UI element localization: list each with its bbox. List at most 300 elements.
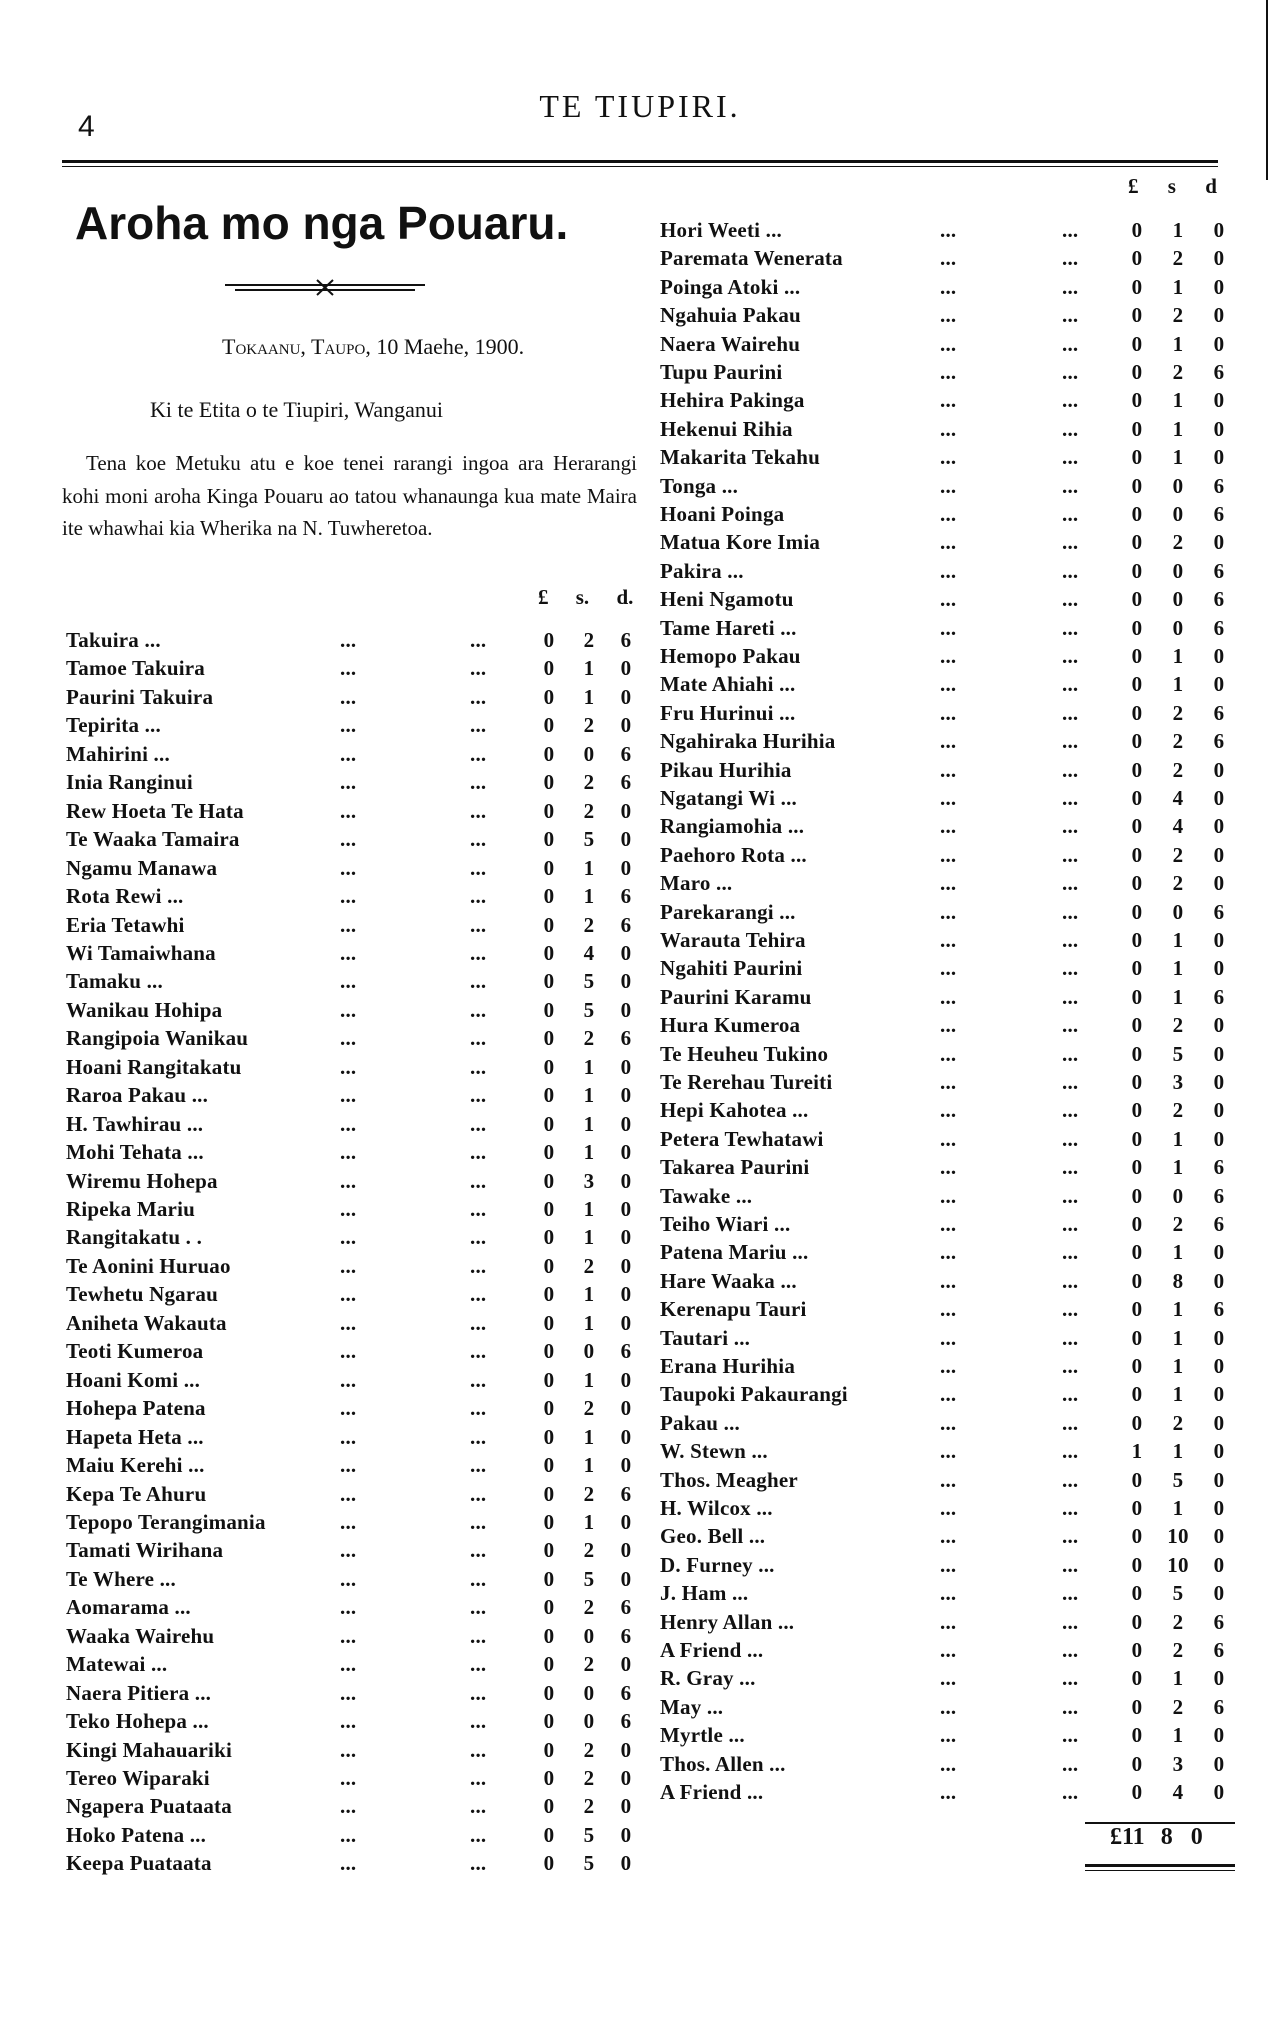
leader-dots: ...	[940, 473, 957, 498]
amount-pence: 0	[1213, 388, 1225, 413]
leader-dots: ...	[340, 1339, 357, 1364]
list-item	[0, 1155, 1280, 1183]
leader-dots: ...	[470, 1026, 487, 1051]
leader-dots: ...	[340, 1083, 357, 1108]
amount-pounds: 0	[543, 1481, 555, 1506]
list-item	[0, 616, 1280, 644]
leader-dots: ...	[940, 1041, 957, 1066]
dateline-place: Tokaanu, Taupo,	[222, 334, 371, 359]
list-item	[0, 1297, 1280, 1325]
leader-dots: ...	[940, 729, 957, 754]
leader-dots: ...	[940, 1496, 957, 1520]
list-item	[0, 388, 1280, 416]
amount-pounds: 0	[543, 770, 555, 795]
contributor-name: Warauta Tehira	[660, 928, 806, 952]
contributor-name: Hapeta Heta ...	[66, 1424, 204, 1449]
amount-pence: 0	[1213, 303, 1225, 328]
amount-pounds: 0	[1131, 1212, 1143, 1236]
amount-pence: 0	[620, 1367, 632, 1392]
amount-shillings: 0	[1172, 899, 1184, 924]
contributor-name: Teoti Kumeroa	[66, 1339, 204, 1364]
amount-pounds: 0	[543, 1453, 555, 1478]
leader-dots: ...	[940, 246, 957, 271]
amount-pence: 6	[620, 1595, 632, 1620]
amount-pence: 0	[620, 1310, 632, 1335]
contributor-name: Ngatangi Wi ...	[660, 786, 797, 810]
list-item	[0, 1723, 1280, 1751]
amount-pence: 0	[1213, 928, 1225, 952]
amount-pounds: 0	[1131, 558, 1143, 583]
contributor-name: H. Wilcox ...	[660, 1496, 773, 1520]
total-pence: 0	[1190, 1824, 1203, 1850]
pounds-header: £	[538, 585, 549, 609]
amount-pence: 0	[1213, 445, 1225, 470]
amount-pence: 0	[1213, 842, 1225, 867]
contributor-name: Te Aonini Huruao	[66, 1253, 231, 1278]
amount-shillings: 1	[583, 1111, 595, 1136]
list-item	[0, 729, 1280, 757]
amount-pounds: 0	[543, 1168, 555, 1193]
amount-pence: 6	[620, 770, 632, 795]
amount-pence: 0	[1213, 1581, 1225, 1606]
leader-dots: ...	[1062, 1524, 1079, 1549]
amount-pence: 0	[620, 1851, 632, 1876]
amount-pence: 6	[1213, 899, 1225, 924]
amount-pounds: 0	[543, 1310, 555, 1335]
contributor-name: Ngahuia Pakau	[660, 303, 801, 328]
list-item	[0, 701, 1280, 729]
list-item	[0, 672, 1280, 700]
amount-pounds: 0	[1131, 644, 1143, 668]
amount-shillings: 0	[1172, 615, 1184, 640]
amount-pence: 0	[1213, 1751, 1225, 1776]
amount-shillings: 1	[1172, 218, 1184, 242]
leader-dots: ...	[340, 1822, 357, 1847]
shillings-header: s	[1167, 174, 1176, 198]
leader-dots: ...	[940, 1439, 957, 1464]
amount-pence: 0	[1213, 530, 1225, 555]
leader-dots: ...	[940, 1410, 957, 1435]
amount-pounds: 0	[1131, 757, 1143, 782]
amount-pounds: 0	[543, 684, 555, 709]
contributor-name: Myrtle ...	[660, 1723, 745, 1748]
contributor-name: Rew Hoeta Te Hata	[66, 798, 244, 823]
amount-pence: 6	[1213, 473, 1225, 498]
leader-dots: ...	[470, 1111, 487, 1136]
leader-dots: ...	[940, 1183, 957, 1208]
leader-dots: ...	[1062, 1609, 1079, 1634]
amount-pence: 0	[1213, 1268, 1225, 1293]
contributor-name: Aomarama ...	[66, 1595, 191, 1620]
leader-dots: ...	[470, 1652, 487, 1677]
list-item	[0, 1127, 1280, 1155]
amount-pounds: 0	[543, 1282, 555, 1307]
amount-shillings: 0	[583, 1680, 595, 1705]
list-item	[0, 1269, 1280, 1297]
contributor-name: A Friend ...	[660, 1780, 764, 1804]
leader-dots: ...	[1062, 473, 1079, 498]
amount-shillings: 1	[1172, 1297, 1184, 1322]
contributor-name: Patena Mariu ...	[660, 1240, 809, 1265]
list-item	[0, 758, 1280, 786]
amount-shillings: 2	[583, 770, 595, 795]
amount-pence: 6	[1213, 502, 1225, 526]
amount-pence: 0	[1213, 1552, 1225, 1577]
leader-dots: ...	[940, 1240, 957, 1265]
page-number: 4	[78, 110, 95, 143]
contributor-name: Heni Ngamotu	[660, 587, 794, 612]
amount-pence: 0	[1213, 1098, 1225, 1123]
amount-pounds: 0	[1131, 672, 1143, 697]
amount-shillings: 3	[1172, 1751, 1184, 1776]
list-item	[0, 559, 1280, 587]
list-item	[0, 843, 1280, 871]
leader-dots: ...	[470, 741, 487, 766]
leader-dots: ...	[940, 416, 957, 441]
amount-pence: 0	[620, 969, 632, 994]
contributor-name: Te Rerehau Tureiti	[660, 1070, 833, 1094]
page-edge-line	[1266, 0, 1268, 180]
leader-dots: ...	[940, 360, 957, 384]
amount-shillings: 1	[583, 1424, 595, 1449]
leader-dots: ...	[1062, 1382, 1079, 1407]
amount-pounds: 0	[1131, 1581, 1143, 1606]
amount-shillings: 2	[1172, 1638, 1184, 1662]
leader-dots: ...	[940, 1524, 957, 1549]
list-item	[0, 1326, 1280, 1354]
amount-pounds: 0	[1131, 700, 1143, 725]
amount-pence: 0	[620, 1168, 632, 1193]
amount-shillings: 5	[1172, 1581, 1184, 1606]
leader-dots: ...	[340, 1709, 357, 1734]
amount-pence: 0	[620, 1453, 632, 1478]
amount-pounds: 0	[1131, 1183, 1143, 1208]
leader-dots: ...	[470, 1851, 487, 1876]
pence-header: d	[1205, 174, 1217, 198]
amount-shillings: 0	[583, 741, 595, 766]
amount-shillings: 1	[1172, 984, 1184, 1009]
leader-dots: ...	[940, 672, 957, 697]
leader-dots: ...	[470, 1822, 487, 1847]
amount-pence: 6	[1213, 1183, 1225, 1208]
header-rule	[62, 160, 1218, 163]
amount-shillings: 1	[1172, 1240, 1184, 1265]
leader-dots: ...	[340, 1367, 357, 1392]
amount-pounds: 0	[1131, 1126, 1143, 1151]
amount-shillings: 1	[583, 684, 595, 709]
list-item	[0, 1524, 1280, 1552]
amount-pounds: 0	[1131, 1268, 1143, 1293]
amount-pounds: 0	[543, 1737, 555, 1762]
list-item	[0, 1042, 1280, 1070]
leader-dots: ...	[340, 997, 357, 1022]
leader-dots: ...	[1062, 1467, 1079, 1492]
leader-dots: ...	[1062, 1240, 1079, 1265]
contributor-name: Matua Kore Imia	[660, 530, 821, 555]
contributor-name: Hare Waaka ...	[660, 1268, 797, 1293]
contributor-name: Takarea Paurini	[660, 1155, 810, 1180]
leader-dots: ...	[940, 1638, 957, 1662]
contributor-name: Keepa Puataata	[66, 1851, 212, 1876]
leader-dots: ...	[1062, 530, 1079, 555]
amount-pence: 6	[620, 1026, 632, 1051]
leader-dots: ...	[340, 1509, 357, 1534]
contributor-name: Makarita Tekahu	[660, 445, 820, 470]
contributor-name: Kingi Mahauariki	[66, 1737, 232, 1762]
leader-dots: ...	[940, 388, 957, 413]
amount-shillings: 1	[583, 1509, 595, 1534]
amount-pounds: 0	[1131, 1240, 1143, 1265]
amount-pounds: 0	[543, 1509, 555, 1534]
leader-dots: ...	[1062, 757, 1079, 782]
contributor-name: Fru Hurinui ...	[660, 700, 796, 725]
amount-pence: 0	[620, 1566, 632, 1591]
amount-pounds: 0	[543, 1111, 555, 1136]
list-item	[0, 1553, 1280, 1581]
contributor-name: Tamoe Takuira	[66, 656, 205, 681]
contributor-name: Paurini Takuira	[66, 684, 214, 709]
leader-dots: ...	[470, 855, 487, 880]
intro-paragraph: Tena koe Metuku atu e koe tenei rarangi ingoa ara Herarangi kohi moni aroha Kinga Pouaru ao tatou whanaunga kua mate Maira ite whawhai kia Wherika na N. Tuwheretoa.	[62, 451, 637, 540]
leader-dots: ...	[470, 1339, 487, 1364]
leader-dots: ...	[470, 1509, 487, 1534]
leader-dots: ...	[1062, 558, 1079, 583]
amount-pounds: 0	[1131, 729, 1143, 754]
amount-shillings: 3	[1172, 1070, 1184, 1094]
amount-shillings: 1	[1172, 331, 1184, 356]
amount-shillings: 8	[1172, 1268, 1184, 1293]
list-item	[0, 417, 1280, 445]
amount-pounds: 0	[543, 1822, 555, 1847]
contributor-name: Tawake ...	[660, 1183, 753, 1208]
leader-dots: ...	[470, 997, 487, 1022]
amount-pence: 0	[620, 1111, 632, 1136]
amount-pounds: 0	[1131, 388, 1143, 413]
contributor-name: Hoani Poinga	[660, 502, 785, 526]
leader-dots: ...	[340, 1566, 357, 1591]
amount-pence: 0	[1213, 1354, 1225, 1378]
amount-pounds: 0	[1131, 473, 1143, 498]
amount-pence: 0	[1213, 1325, 1225, 1350]
leader-dots: ...	[1062, 1070, 1079, 1094]
leader-dots: ...	[940, 1581, 957, 1606]
leader-dots: ...	[940, 1212, 957, 1236]
list-item	[0, 1468, 1280, 1496]
amount-pence: 0	[620, 656, 632, 681]
leader-dots: ...	[1062, 842, 1079, 867]
contributor-name: Tupu Paurini	[660, 360, 783, 384]
leader-dots: ...	[470, 770, 487, 795]
list-item	[0, 814, 1280, 842]
contributor-name: Kepa Te Ahuru	[66, 1481, 207, 1506]
contributor-name: Eria Tetawhi	[66, 912, 185, 937]
leader-dots: ...	[1062, 956, 1079, 981]
pence-header: d.	[616, 585, 634, 609]
contributor-name: Teiho Wiari ...	[660, 1212, 791, 1236]
contributor-name: Wanikau Hohipa	[66, 997, 223, 1022]
amount-pence: 6	[1213, 1297, 1225, 1322]
amount-pounds: 0	[543, 1680, 555, 1705]
amount-pounds: 0	[543, 1083, 555, 1108]
amount-shillings: 2	[583, 912, 595, 937]
leader-dots: ...	[940, 615, 957, 640]
contributor-name: Paurini Karamu	[660, 984, 812, 1009]
leader-dots: ...	[340, 656, 357, 681]
contributor-name: Hura Kumeroa	[660, 1013, 801, 1038]
contributor-name: Maro ...	[660, 871, 733, 896]
list-item	[0, 1013, 1280, 1041]
leader-dots: ...	[1062, 1098, 1079, 1123]
leader-dots: ...	[340, 1766, 357, 1790]
amount-shillings: 5	[583, 1566, 595, 1591]
contributor-name: Mate Ahiahi ...	[660, 672, 796, 697]
contributor-name: Paehoro Rota ...	[660, 842, 807, 867]
leader-dots: ...	[1062, 360, 1079, 384]
leader-dots: ...	[1062, 1666, 1079, 1691]
leader-dots: ...	[340, 713, 357, 738]
amount-pence: 0	[620, 855, 632, 880]
amount-shillings: 2	[1172, 871, 1184, 896]
leader-dots: ...	[340, 1424, 357, 1449]
leader-dots: ...	[470, 1225, 487, 1250]
leader-dots: ...	[470, 628, 487, 652]
contributor-name: Ngahiti Paurini	[660, 956, 803, 981]
dateline-date: 10 Maehe, 1900.	[376, 334, 525, 359]
contributor-name: Hoko Patena ...	[66, 1822, 207, 1847]
contributor-name: Pikau Hurihia	[660, 757, 792, 782]
leader-dots: ...	[470, 1197, 487, 1221]
amount-shillings: 0	[583, 1623, 595, 1648]
leader-dots: ...	[1062, 786, 1079, 810]
amount-pence: 0	[620, 1652, 632, 1677]
amount-shillings: 2	[1172, 360, 1184, 384]
amount-pence: 0	[1213, 1666, 1225, 1691]
list-item	[0, 1823, 1280, 1851]
amount-shillings: 2	[583, 1396, 595, 1421]
contributor-name: Petera Tewhatawi	[660, 1126, 824, 1151]
list-item	[0, 644, 1280, 672]
amount-pounds: 0	[543, 1766, 555, 1790]
amount-pounds: 0	[1131, 615, 1143, 640]
contributor-name: Paremata Wenerata	[660, 246, 843, 271]
leader-dots: ...	[470, 1623, 487, 1648]
amount-pence: 0	[1213, 644, 1225, 668]
leader-dots: ...	[470, 1680, 487, 1705]
leader-dots: ...	[340, 1680, 357, 1705]
amount-shillings: 1	[583, 1225, 595, 1250]
leader-dots: ...	[1062, 1297, 1079, 1322]
amount-shillings: 2	[1172, 1212, 1184, 1236]
shillings-header: s.	[575, 585, 590, 609]
leader-dots: ...	[470, 1566, 487, 1591]
amount-shillings: 1	[583, 1140, 595, 1165]
amount-pence: 6	[1213, 1609, 1225, 1634]
leader-dots: ...	[940, 1609, 957, 1634]
leader-dots: ...	[940, 1013, 957, 1038]
amount-pounds: 0	[1131, 1638, 1143, 1662]
amount-shillings: 1	[1172, 416, 1184, 441]
list-item	[0, 474, 1280, 502]
amount-pence: 0	[1213, 1382, 1225, 1407]
amount-pence: 0	[620, 1225, 632, 1250]
contributor-name: Tamaku ...	[66, 969, 163, 994]
leader-dots: ...	[340, 969, 357, 994]
leader-dots: ...	[940, 984, 957, 1009]
amount-pounds: 0	[1131, 1410, 1143, 1435]
list-item	[0, 1070, 1280, 1098]
amount-pounds: 0	[1131, 331, 1143, 356]
leader-dots: ...	[940, 1780, 957, 1804]
amount-shillings: 1	[1172, 1382, 1184, 1407]
leader-dots: ...	[470, 1709, 487, 1734]
leader-dots: ...	[470, 684, 487, 709]
leader-dots: ...	[1062, 1638, 1079, 1662]
amount-pence: 0	[620, 940, 632, 965]
amount-pounds: 0	[543, 713, 555, 738]
amount-pence: 6	[620, 741, 632, 766]
amount-pounds: 0	[1131, 1751, 1143, 1776]
contributor-name: Tepirita ...	[66, 713, 161, 738]
amount-pounds: 0	[543, 798, 555, 823]
leader-dots: ...	[470, 969, 487, 994]
amount-pounds: 0	[1131, 814, 1143, 839]
contributor-name: R. Gray ...	[660, 1666, 756, 1691]
leader-dots: ...	[1062, 587, 1079, 612]
amount-pence: 0	[1213, 218, 1225, 242]
amount-shillings: 2	[583, 1481, 595, 1506]
leader-dots: ...	[1062, 814, 1079, 839]
list-item	[0, 1411, 1280, 1439]
amount-pounds: 0	[1131, 1467, 1143, 1492]
leader-dots: ...	[340, 770, 357, 795]
list-item	[0, 246, 1280, 274]
amount-shillings: 5	[1172, 1041, 1184, 1066]
amount-shillings: 4	[1172, 1780, 1184, 1804]
list-item	[0, 1212, 1280, 1240]
leader-dots: ...	[340, 1737, 357, 1762]
amount-pence: 0	[620, 1197, 632, 1221]
contributor-name: Rangipoia Wanikau	[66, 1026, 249, 1051]
amount-pounds: 0	[543, 1367, 555, 1392]
amount-shillings: 2	[1172, 1013, 1184, 1038]
leader-dots: ...	[470, 798, 487, 823]
amount-pence: 0	[620, 1396, 632, 1421]
leader-dots: ...	[1062, 672, 1079, 697]
amount-pence: 0	[1213, 1013, 1225, 1038]
amount-pounds: 0	[543, 1424, 555, 1449]
amount-pounds: 0	[1131, 1098, 1143, 1123]
right-col-header	[1128, 174, 1217, 199]
leader-dots: ...	[470, 1766, 487, 1790]
amount-shillings: 3	[583, 1168, 595, 1193]
amount-pence: 0	[1213, 274, 1225, 299]
list-item	[0, 900, 1280, 928]
contributor-name: Pakau ...	[660, 1410, 740, 1435]
amount-pence: 0	[1213, 246, 1225, 271]
amount-pounds: 0	[1131, 1382, 1143, 1407]
contributor-name: Ripeka Mariu	[66, 1197, 195, 1221]
list-item	[0, 786, 1280, 814]
amount-pence: 0	[620, 1766, 632, 1790]
amount-shillings: 1	[583, 1054, 595, 1079]
amount-pence: 6	[1213, 1155, 1225, 1180]
amount-pounds: 0	[543, 1794, 555, 1819]
amount-pence: 0	[1213, 1439, 1225, 1464]
amount-pence: 0	[620, 798, 632, 823]
list-item	[0, 502, 1280, 530]
amount-pounds: 0	[543, 741, 555, 766]
amount-shillings: 2	[1172, 700, 1184, 725]
